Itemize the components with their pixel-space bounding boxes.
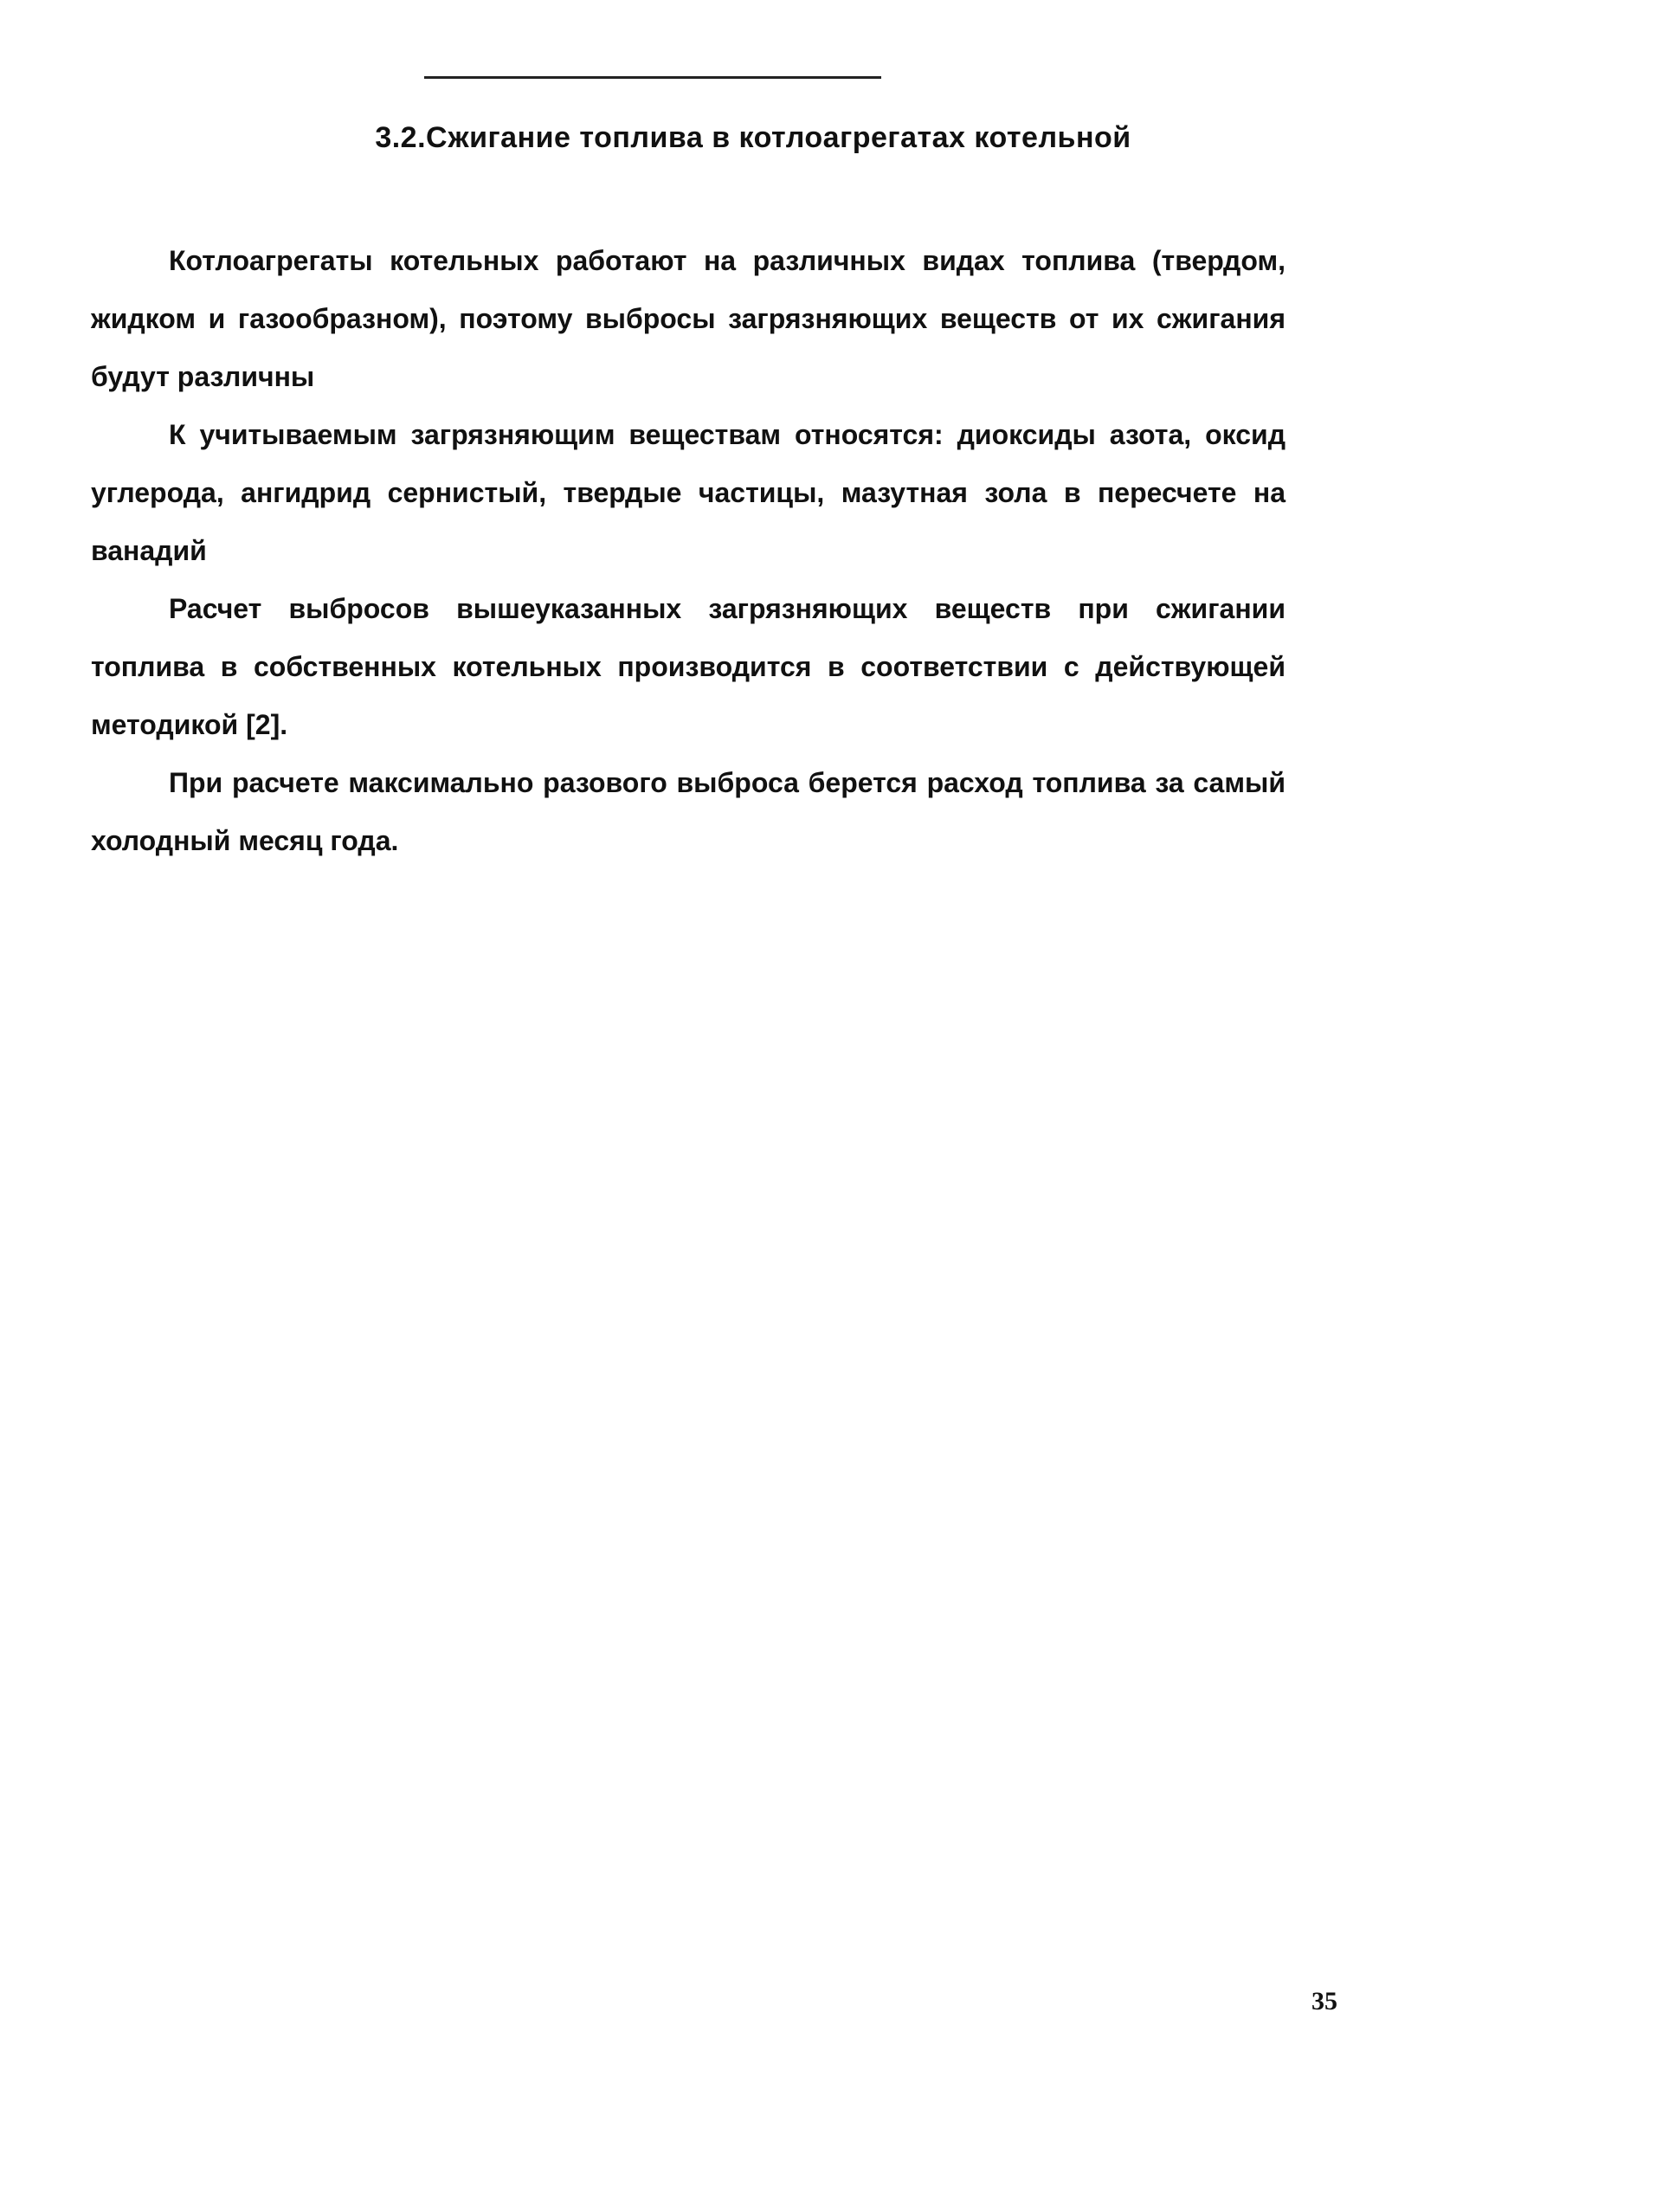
- top-rule: [424, 76, 881, 79]
- paragraph-calculation-method: Расчет выбросов вышеуказанных загрязняющих веществ при сжигании топлива в собственных котельных производится в соответствии с действующей методикой [2].: [91, 593, 1285, 740]
- section-title: 3.2.Сжигание топлива в котлоагрегатах котельной: [375, 121, 1131, 154]
- paragraph-fuel-types: Котлоагрегаты котельных работают на различных видах топлива (твердом, жидком и газообразном), поэтому выбросы загрязняющих веществ от их сжигания будут различны: [91, 245, 1285, 392]
- page-number: 35: [1311, 1987, 1337, 2015]
- body-text: [91, 232, 1285, 870]
- paragraph-max-emission: При расчете максимально разового выброса берется расход топлива за самый холодный месяц года.: [91, 767, 1285, 856]
- paragraph-pollutants: К учитываемым загрязняющим веществам относятся: диоксиды азота, оксид углерода, ангидрид сернистый, твердые частицы, мазутная зола в пересчете на ванадий: [91, 419, 1285, 566]
